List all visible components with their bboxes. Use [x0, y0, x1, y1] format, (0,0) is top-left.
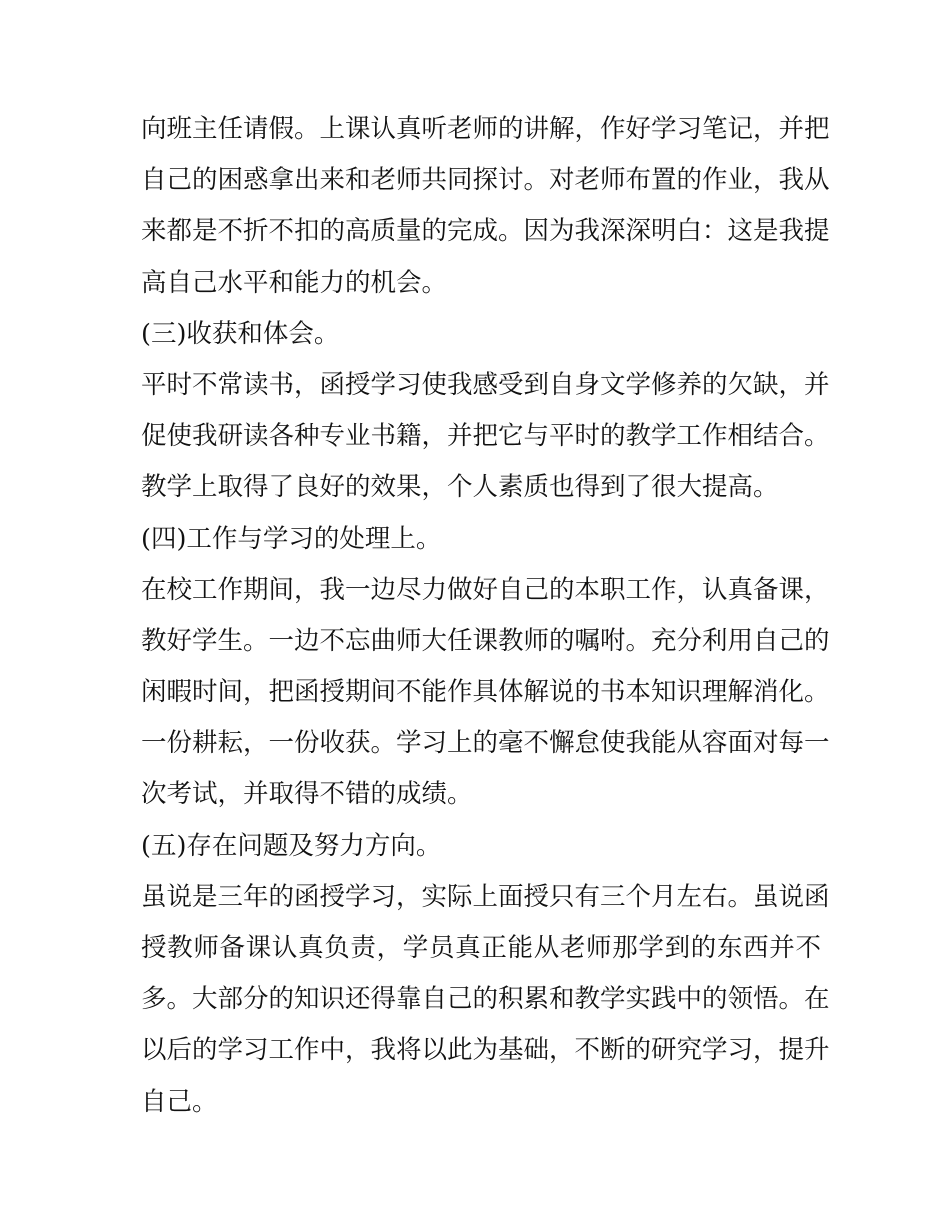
text-line: 平时不常读书，函授学习使我感受到自身文学修养的欠缺，并: [141, 369, 830, 400]
section-heading-3: (三)收获和体会。: [141, 318, 340, 349]
text-line: 多。大部分的知识还得靠自己的积累和教学实践中的领悟。在: [141, 984, 830, 1015]
text-line: 次考试，并取得不错的成绩。: [141, 779, 473, 810]
section-heading-5: (五)存在问题及努力方向。: [141, 830, 442, 861]
text-line: 在校工作期间，我一边尽力做好自己的本职工作，认真备课，: [141, 574, 830, 605]
text-line: 向班主任请假。上课认真听老师的讲解，作好学习笔记，并把: [141, 114, 830, 144]
text-line: 高自己水平和能力的机会。: [141, 267, 448, 298]
text-line: 虽说是三年的函授学习，实际上面授只有三个月左右。虽说函: [141, 881, 830, 912]
text-line: 一份耕耘，一份收获。学习上的毫不懈怠使我能从容面对每一: [141, 728, 830, 759]
section-heading-4: (四)工作与学习的处理上。: [141, 523, 442, 554]
text-line: 来都是不折不扣的高质量的完成。因为我深深明白：这是我提: [141, 216, 830, 247]
text-line: 授教师备课认真负责，学员真正能从老师那学到的东西并不: [141, 933, 821, 963]
text-line: 自己的困惑拿出来和老师共同探讨。对老师布置的作业，我从: [141, 165, 830, 196]
text-line: 以后的学习工作中，我将以此为基础，不断的研究学习，提升: [141, 1035, 830, 1066]
text-line: 闲暇时间，把函授期间不能作具体解说的书本知识理解消化。: [141, 677, 830, 708]
text-line: 教学上取得了良好的效果，个人素质也得到了很大提高。: [141, 472, 779, 503]
document-body: [141, 104, 830, 1128]
text-line: 促使我研读各种专业书籍，并把它与平时的教学工作相结合。: [141, 421, 830, 452]
text-line: 自己。: [141, 1086, 218, 1117]
text-line: 教好学生。一边不忘曲师大任课教师的嘱咐。充分利用自己的: [141, 625, 830, 656]
